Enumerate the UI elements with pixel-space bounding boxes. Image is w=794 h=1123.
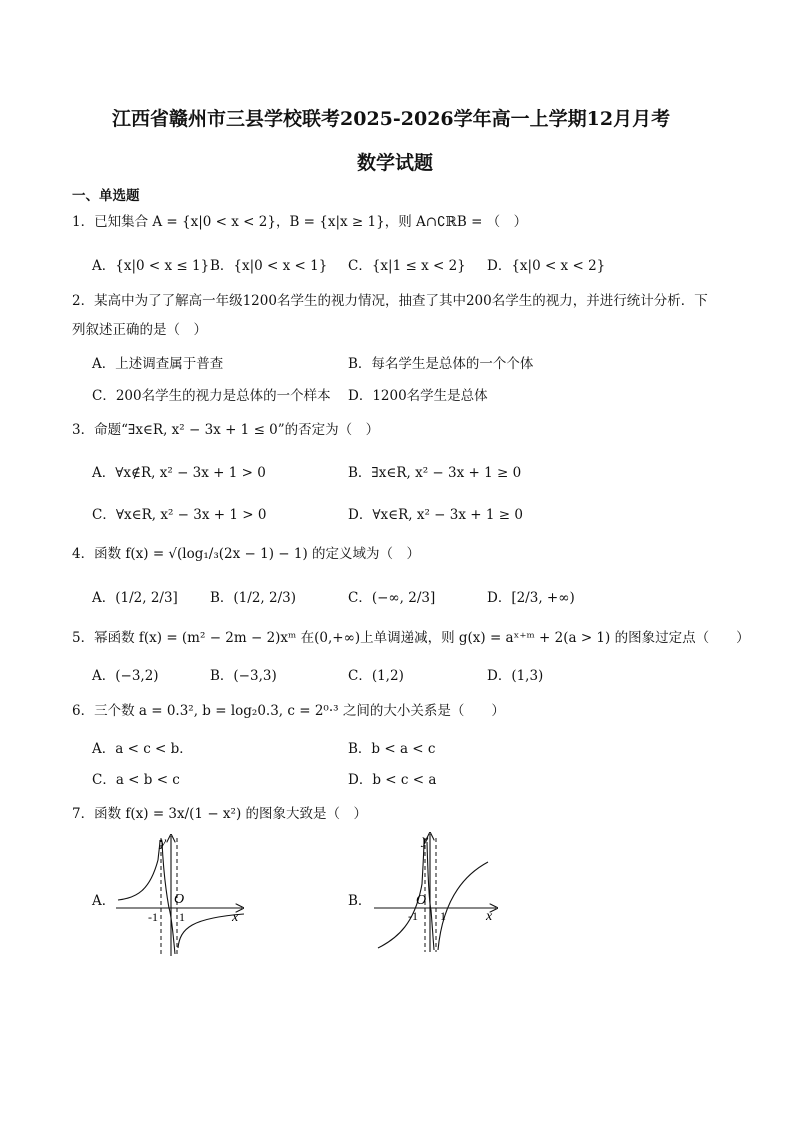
graph-a-origin-label: O [174,892,185,907]
question-7-stem: 7．函数 f(x) = 3x/(1 − x²) 的图象大致是（ ） [72,806,368,822]
question-7-option-b: B． [348,893,372,909]
question-4-stem: 4．函数 f(x) = √(log₁/₃(2x − 1) − 1) 的定义域为（ ） [72,546,421,562]
question-5-option-a: A．(−3,2) [92,668,159,684]
question-6-option-a: A．a < c < b． [92,741,193,757]
graph-b-origin-label: O [416,893,427,908]
question-5-option-b: B．(−3,3) [210,668,277,684]
question-2-stem-line1: 2．某高中为了了解高一年级1200名学生的视力情况，抽查了其中200名学生的视力，并进行统计分析．下 [72,293,708,309]
graph-b-y-label: y [422,833,429,848]
question-2-option-a: A．上述调查属于普查 [92,356,224,372]
question-4-option-c: C．(−∞, 2/3] [348,590,436,606]
document-subtitle: 数学试题 [357,152,434,174]
question-3-stem: 3．命题“∃x∈R, x² − 3x + 1 ≤ 0”的否定为（ ） [72,422,380,438]
question-5-option-d: D．(1,3) [487,668,544,684]
question-2-option-b: B．每名学生是总体的一个个体 [348,356,534,372]
graph-a-x-label: x [232,910,239,925]
question-1-option-b: B．{x|0 < x < 1} [210,258,328,274]
question-7-option-a: A． [92,893,116,909]
graph-b-x-label: x [486,909,493,924]
graph-a-curve-left [118,840,160,900]
document-title: 江西省赣州市三县学校联考2025-2026学年高一上学期12月月考 [112,108,671,130]
question-3-option-c: C．∀x∈R, x² − 3x + 1 > 0 [92,507,267,523]
question-6-option-b: B．b < a < c [348,741,436,757]
question-1-option-a: A．{x|0 < x ≤ 1} [92,258,210,274]
question-4-option-a: A．(1/2, 2/3] [92,590,178,606]
question-1-option-c: C．{x|1 ≤ x < 2} [348,258,466,274]
question-3-option-d: D．∀x∈R, x² − 3x + 1 ≥ 0 [348,507,523,523]
section-heading: 一、单选题 [72,188,140,204]
question-5-option-c: C．(1,2) [348,668,404,684]
question-6-option-d: D．b < c < a [348,772,437,788]
question-1-stem: 1．已知集合 A = {x|0 < x < 2}，B = {x|x ≥ 1}，则 A∩∁ℝB = （ ） [72,214,528,230]
question-4-option-b: B．(1/2, 2/3) [210,590,296,606]
graph-a-y-label: y [160,835,167,850]
graph-a [112,828,252,960]
question-1-option-d: D．{x|0 < x < 2} [487,258,606,274]
graph-b [370,828,505,954]
graph-a-neg-one-label: -1 [148,910,158,924]
graph-b-neg-one-label: -1 [408,909,418,923]
graph-a-one-label: 1 [179,910,185,924]
question-6-stem: 6．三个数 a = 0.3², b = log₂0.3, c = 2⁰·³ 之间的大小关系是（ ） [72,703,505,719]
question-6-option-c: C．a < b < c [92,772,180,788]
question-2-option-c: C．200名学生的视力是总体的一个样本 [92,388,331,404]
question-3-option-a: A．∀x∉R, x² − 3x + 1 > 0 [92,465,266,481]
question-2-stem-line2: 列叙述正确的是（ ） [72,322,207,338]
graph-b-curve-right [438,862,488,950]
question-4-option-d: D．[2/3, +∞) [487,590,575,606]
question-2-option-d: D．1200名学生是总体 [348,388,488,404]
graph-b-one-label: 1 [440,909,446,923]
question-3-option-b: B．∃x∈R, x² − 3x + 1 ≥ 0 [348,465,522,481]
question-5-stem: 5．幂函数 f(x) = (m² − 2m − 2)xᵐ 在(0,+∞)上单调递减，则 g(x) = aˣ⁺ᵐ + 2(a > 1) 的图象过定点（ ） [72,630,750,646]
